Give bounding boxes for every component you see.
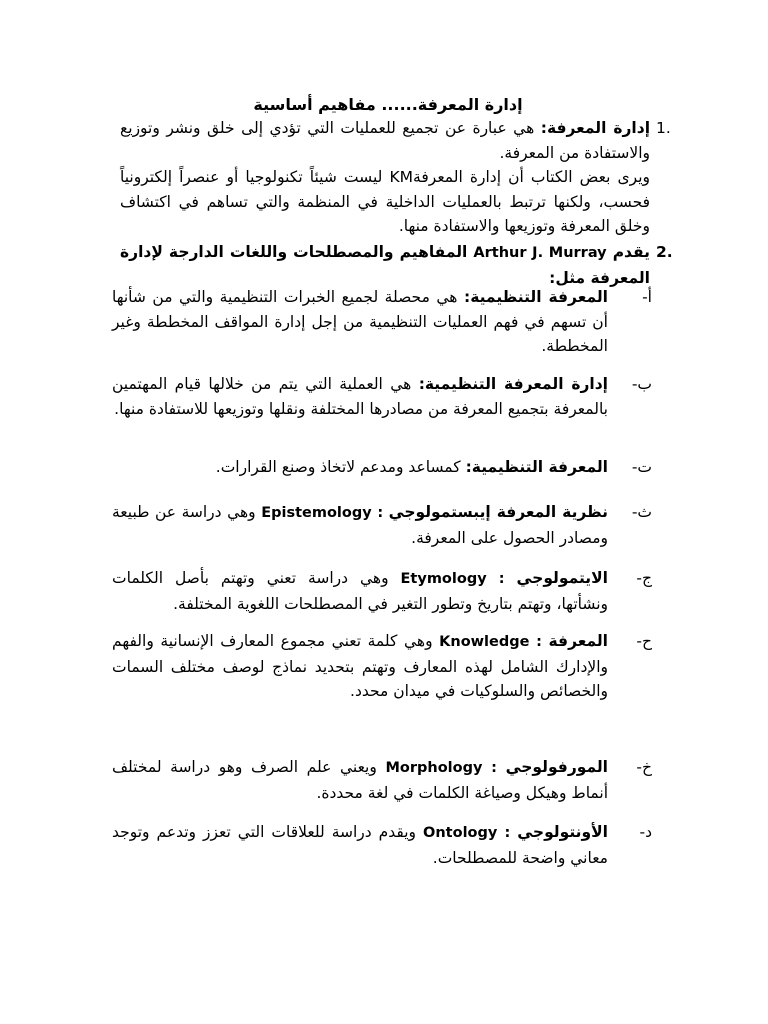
item-term-en: Knowledge : <box>439 634 542 650</box>
section-2 <box>120 240 673 290</box>
item-term-en: Epistemology : <box>261 505 384 521</box>
section-1-term: إدارة المعرفة: <box>540 119 651 137</box>
item-marker: د- <box>639 823 652 841</box>
item-text: وهي دراسة تعني وتهتم بأصل الكلمات ونشأتها، وتهتم بتاريخ وتطور التغير في المصطلحات اللغوية المختلفة. <box>112 569 608 613</box>
item-term: المعرفة <box>548 632 608 650</box>
item-marker: ج- <box>636 569 652 587</box>
list-item <box>112 820 652 870</box>
item-text: هي العملية التي يتم من خلالها قيام المهتمين بالمعرفة بتجميع المعرفة من مصادرها المختلفة ونقلها وتوزيعها للاستفادة منها. <box>112 375 608 418</box>
item-text: هي محصلة لجميع الخبرات التنظيمية والتي من شأنها أن تسهم في فهم العمليات التنظيمية من إجل إدارة المواقف المخططة وغير المخططة. <box>112 288 608 355</box>
section-2-lead-name: Arthur J. Murray <box>473 245 607 261</box>
section-2-lead-rest: المفاهيم والمصطلحات واللغات الدارجة لإدارة المعرفة مثل: <box>120 243 650 287</box>
list-item <box>112 372 652 421</box>
section-2-lead <box>120 240 650 290</box>
item-term: المعرفة التنظيمية: <box>464 288 608 306</box>
item-marker: ت- <box>631 458 652 476</box>
section-1-paragraph <box>120 116 650 165</box>
item-term: المعرفة التنظيمية: <box>465 458 608 476</box>
section-1-paragraph-2: ويرى بعض الكتاب أن إدارة المعرفةKM ليست شيئاً تكنولوجيا أو عنصراً إلكترونياً فحسب، ولكنها ترتبط بالعمليات الداخلية في المنظمة والتي تساهم في اكتشاف وخلق المعرفة وتوزيعها والاستفادة منها. <box>120 168 650 235</box>
section-1 <box>120 116 671 239</box>
item-term: الايتمولوجي <box>516 569 608 587</box>
item-term: نظرية المعرفة إيبستمولوجي <box>388 503 608 521</box>
item-marker: ب- <box>631 375 652 393</box>
item-term-en: Etymology : <box>400 571 505 587</box>
item-marker: ح- <box>636 632 652 650</box>
list-item <box>112 285 652 359</box>
section-2-lead-ar: يقدم <box>612 243 650 261</box>
list-item <box>112 755 652 805</box>
item-text: وهي دراسة عن طبيعة ومصادر الحصول على المعرفة. <box>112 503 608 547</box>
item-marker: ث- <box>631 503 652 521</box>
item-text: ويعني علم الصرف وهو دراسة لمختلف أنماط وهيكل وصياغة الكلمات في لغة محددة. <box>112 758 608 802</box>
item-term-en: Morphology : <box>385 760 497 776</box>
item-marker: أ- <box>642 288 652 306</box>
section-1-text: هي عبارة عن تجميع للعمليات التي تؤدي إلى خلق ونشر وتوزيع والاستفادة من المعرفة. <box>120 119 650 162</box>
list-item <box>112 566 652 616</box>
document-title: إدارة المعرفة...... مفاهيم أساسية <box>253 95 523 114</box>
list-item <box>112 500 652 550</box>
item-term: الأونتولوجي <box>517 823 608 841</box>
list-item <box>112 629 652 704</box>
item-term: إدارة المعرفة التنظيمية: <box>418 375 608 393</box>
item-text: ويقدم دراسة للعلاقات التي تعزز وتدعم وتوجد معاني واضحة للمصطلحات. <box>112 823 608 867</box>
item-text: كمساعد ومدعم لاتخاذ وصنع القرارات. <box>215 458 461 476</box>
item-marker: خ- <box>636 758 652 776</box>
item-term-en: Ontology : <box>423 825 511 841</box>
item-text: وهي كلمة تعني مجموع المعارف الإنسانية والفهم والإدارك الشامل لهذه المعارف وتهتم بتحديد نماذج لوصف مختلف السمات والخصائص والسلوكيات في ميدان محدد. <box>112 632 608 700</box>
list-item <box>112 455 652 480</box>
section-2-number: 2. <box>656 243 673 261</box>
item-term: المورفولوجي <box>505 758 608 776</box>
section-1-number: 1. <box>656 119 671 137</box>
